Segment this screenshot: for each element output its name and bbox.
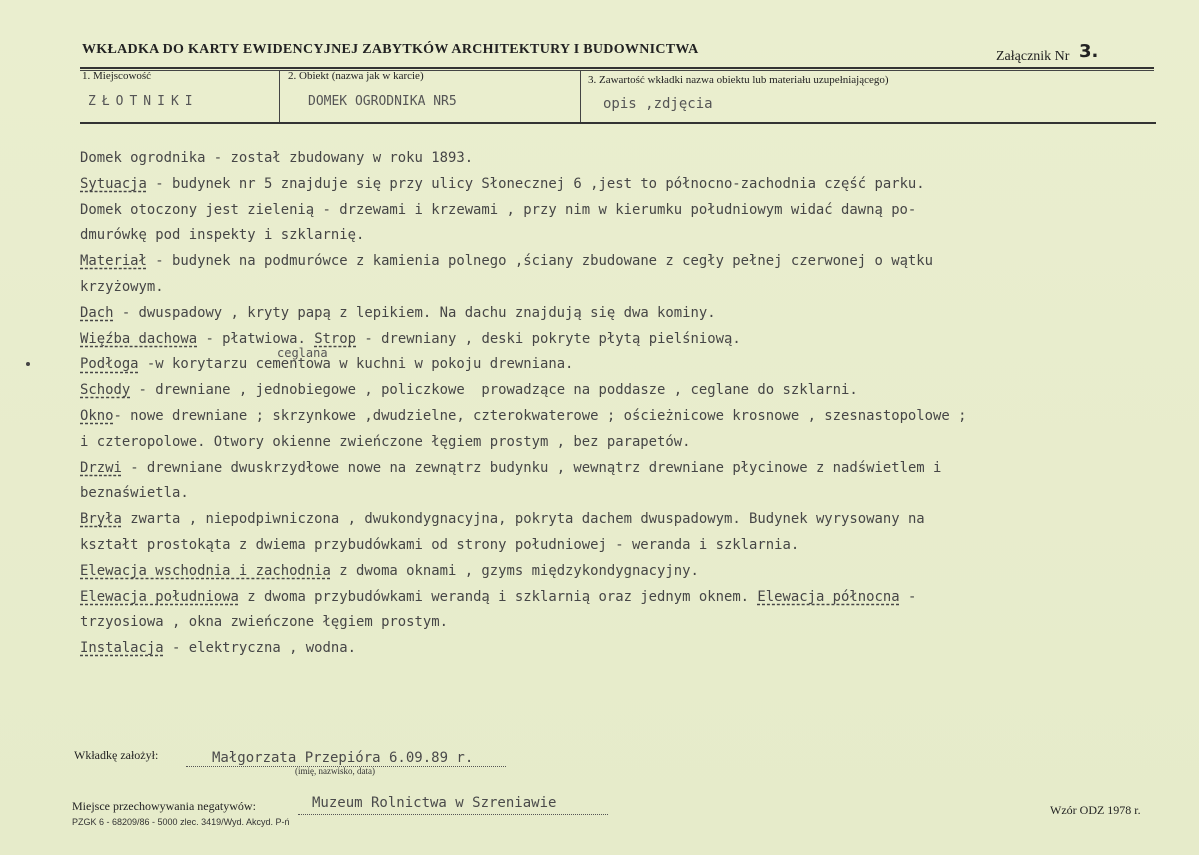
body-line: Więźba dachowa - płatwiowa. Strop - drewniany , deski pokryte płytą pielśniową. [80, 330, 741, 347]
body-line: beznaświetla. [80, 485, 189, 502]
field-3-value: opis ,zdjęcia [603, 96, 713, 112]
heading-elewacja-pn: Elewacja północna [757, 588, 900, 605]
heading-elewacja-wz: Elewacja wschodnia i zachodnia [80, 562, 331, 579]
body-line: Podłoga -w korytarzu cementowa w kuchni w pokoju drewniana. [80, 356, 574, 373]
body-line: Dach - dwuspadowy , kryty papą z lepikiem. Na dachu znajdują się dwa kominy. [80, 304, 716, 321]
description-body [80, 146, 1170, 662]
negatives-label: Miejsce przechowywania negatywów: [72, 799, 256, 813]
body-line: Sytuacja - budynek nr 5 znajduje się przy ulicy Słonecznej 6 ,jest to północno-zachodnia część parku. [80, 175, 925, 192]
body-line: Bryła zwarta , niepodpiwniczona , dwukondygnacyjna, pokryta dachem dwuspadowym. Budynek wyrysowany na [80, 511, 925, 528]
attachment-label-text: Załącznik Nr [996, 49, 1070, 64]
body-line: dmurówkę pod inspekty i szklarnię. [80, 227, 365, 244]
heading-instalacja: Instalacja [80, 640, 164, 657]
body-line: Elewacja południowa z dwoma przybudówkami werandą i szklarnią oraz jednym oknem. Elewacja północna - [80, 588, 917, 605]
body-line: Drzwi - drewniane dwuskrzydłowe nowe na zewnątrz budynku , wewnątrz drewniane płycinowe z nadświetlem i [80, 459, 942, 476]
heading-okno: Okno [80, 407, 114, 424]
field-1-value: ZŁOTNIKI [88, 94, 199, 109]
attachment-number: 3. [1078, 41, 1099, 62]
heading-schody: Schody [80, 382, 131, 399]
field-1-label: 1. Miejscowość [82, 70, 152, 82]
body-line: Okno- nowe drewniane ; skrzynkowe ,dwudzielne, czterokwaterowe ; ościeżnicowe krosnowe , szesnastopolowe ; [80, 407, 967, 424]
body-line: Elewacja wschodnia i zachodnia z dwoma oknami , gzyms międzykondygnacyjny. [80, 562, 699, 579]
heading-drzwi: Drzwi [80, 459, 122, 476]
founded-hint: (imię, nazwisko, data) [295, 766, 375, 776]
field-3-label: 3. Zawartość wkładki nazwa obiektu lub materiału uzupełniającego) [588, 74, 889, 86]
body-line: Schody - drewniane , jednobiegowe , policzkowe prowadzące na poddasze , ceglane do szklarni. [80, 382, 858, 399]
heading-elewacja-pd: Elewacja południowa [80, 588, 239, 605]
field-2-label: 2. Obiekt (nazwa jak w karcie) [288, 70, 424, 82]
body-line: krzyżowym. [80, 278, 164, 295]
body-line: Domek otoczony jest zielenią - drzewami i krzewami , przy nim w kierumku południowym widać dawną po- [80, 201, 917, 218]
handwritten-insert: ceglana [277, 346, 328, 360]
heading-podloga: Podłoga [80, 356, 139, 373]
negatives-value: Muzeum Rolnictwa w Szreniawie [312, 795, 557, 811]
heading-strop: Strop [314, 330, 357, 347]
heading-dach: Dach [80, 304, 114, 321]
body-line: Materiał - budynek na podmurówce z kamienia polnego ,ściany zbudowane z cegły pełnej czerwonej o wątku [80, 253, 934, 270]
field-2-value: DOMEK OGRODNIKA NR5 [308, 94, 457, 109]
body-line: i czteropolowe. Otwory okienne zwieńczone łęgiem prostym , bez parapetów. [80, 433, 691, 450]
body-line: kształt prostokąta z dwiema przybudówkami od strony południowej - weranda i szklarnia. [80, 536, 800, 553]
attachment-label [996, 41, 1099, 65]
body-line: trzyosiowa , okna zwieńczone łęgiem prostym. [80, 614, 448, 631]
header-rule-thin [80, 70, 1154, 71]
heading-wiezba: Więźba dachowa [80, 330, 198, 347]
heading-bryla: Bryła [80, 511, 122, 528]
heading-material: Materiał [80, 253, 147, 270]
heading-sytuacja: Sytuacja [80, 175, 147, 192]
column-divider-1 [279, 70, 280, 122]
form-title: WKŁADKA DO KARTY EWIDENCYJNEJ ZABYTKÓW ARCHITEKTURY I BUDOWNICTWA [82, 42, 699, 57]
header-rule [80, 67, 1154, 69]
fields-rule [80, 122, 1156, 124]
column-divider-2 [580, 70, 581, 122]
founded-value: Małgorzata Przepióra 6.09.89 r. [212, 750, 474, 766]
negatives-dotted-line [298, 814, 608, 815]
body-line: Instalacja - elektryczna , wodna. [80, 640, 356, 657]
form-model: Wzór ODZ 1978 r. [1050, 803, 1141, 817]
founded-label: Wkładkę założył: [74, 748, 159, 762]
body-line: Domek ogrodnika - został zbudowany w roku 1893. [80, 150, 474, 166]
print-info: PZGK 6 - 68209/86 - 5000 zlec. 3419/Wyd. Akcyd. P-ń [72, 817, 290, 827]
margin-dot [26, 362, 30, 366]
